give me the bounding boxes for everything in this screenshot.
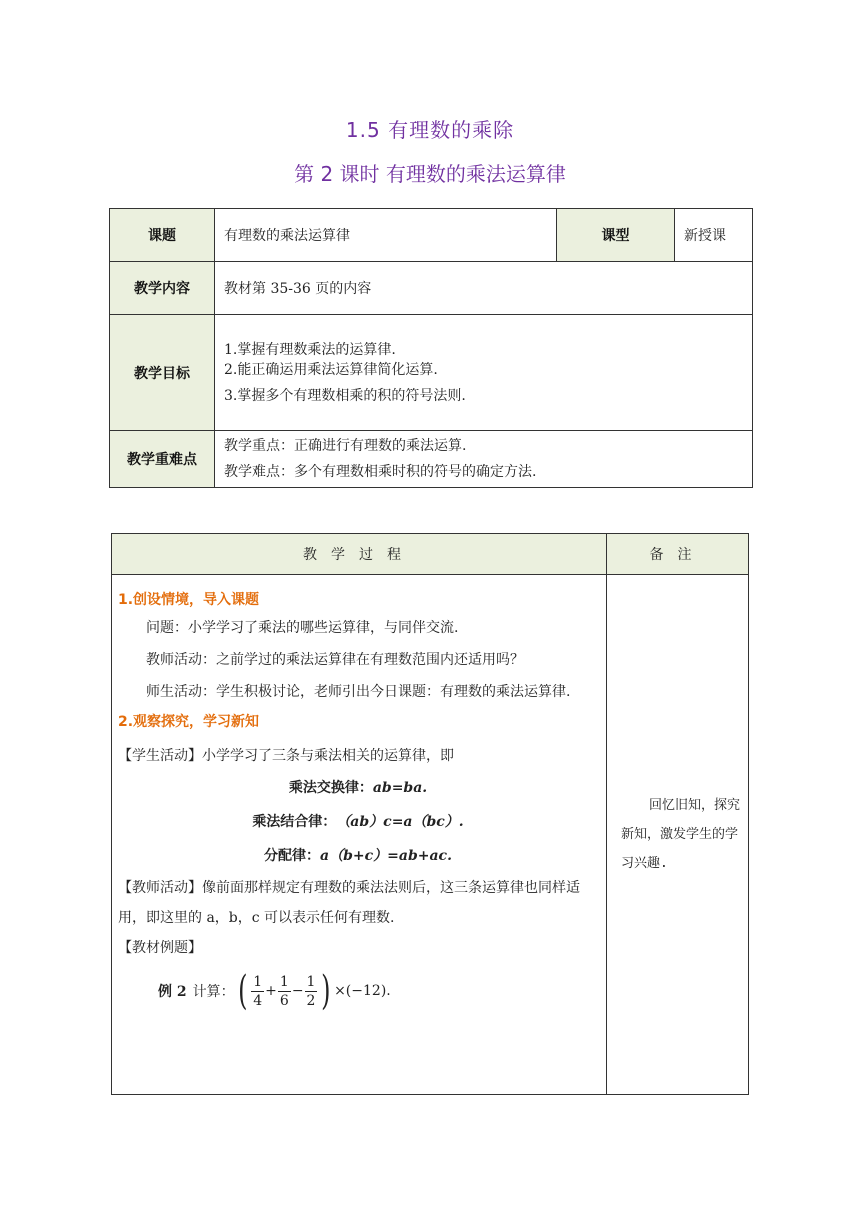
difficult-point: 教学难点：多个有理数相乘时积的符号的确定方法. [224, 464, 537, 480]
paragraph: 师生活动：学生积极讨论，老师引出今日课题：有理数的乘法运算律. [146, 684, 571, 700]
fraction: $\frac{1}{4}$ [253, 973, 263, 1009]
page-title: 1.5 有理数的乘除 [345, 118, 515, 142]
example-2 [158, 968, 598, 1014]
paragraph: 教师活动：之前学过的乘法运算律在有理数范围内还适用吗？ [146, 652, 524, 668]
process-header: 教学过程 [112, 534, 607, 575]
paragraph: 【教材例题】 [118, 940, 202, 956]
example-prefix: 计算： [192, 984, 235, 1000]
example-suffix: ×(−12). [334, 983, 391, 999]
section-title: 2.观察探究，学习新知 [118, 714, 260, 730]
type-label: 课型 [557, 209, 675, 262]
goal-item: 1.掌握有理数乘法的运算律. [224, 341, 396, 358]
process-note: 回忆旧知，探究新知，激发学生的学习兴趣. [607, 575, 749, 1095]
process-content [112, 575, 607, 1095]
page-subtitle: 第 2 课时 有理数的乘法运算律 [294, 162, 566, 186]
paragraph: 【教师活动】像前面那样规定有理数的乘法法则后，这三条运算律也同样适用，即这里的 a，b，c 可以表示任何有理数. [118, 880, 580, 926]
type-value: 新授课 [675, 209, 753, 262]
paragraph: 【学生活动】小学学习了三条与乘法相关的运算律，即 [118, 748, 454, 764]
topic-value: 有理数的乘法运算律 [215, 209, 557, 262]
law-commutative: 乘法交换律：ab=ba. [288, 780, 428, 796]
content-value: 教材第 35-36 页的内容 [215, 262, 753, 315]
plus-sign: + [265, 983, 277, 999]
difficulty-content [215, 431, 753, 488]
topic-label: 课题 [110, 209, 215, 262]
minus-sign: − [291, 983, 304, 999]
content-label: 教学内容 [110, 262, 215, 315]
fraction: $\frac{1}{6}$ [279, 973, 289, 1009]
goal-item: 3.掌握多个有理数相乘的积的符号法则. [224, 387, 466, 404]
note-header: 备注 [607, 534, 749, 575]
left-paren: ( [237, 968, 248, 1014]
fraction: $\frac{1}{2}$ [306, 973, 316, 1009]
teaching-process-table [111, 533, 749, 1095]
law-distributive: 分配律：a（b+c）=ab+ac. [264, 848, 452, 864]
example-label: 例 2 [158, 984, 187, 1000]
goals-label: 教学目标 [110, 315, 215, 431]
key-point: 教学重点：正确进行有理数的乘法运算. [224, 438, 467, 454]
law-associative: 乘法结合律：（ab）c=a（bc）. [252, 814, 464, 830]
lesson-info-table [109, 208, 753, 488]
goals-list [215, 315, 753, 431]
goal-item: 2.能正确运用乘法运算律简化运算. [224, 361, 438, 378]
paragraph: 问题：小学学习了乘法的哪些运算律，与同伴交流. [146, 620, 459, 636]
difficulty-label: 教学重难点 [110, 431, 215, 488]
right-paren: ) [321, 968, 331, 1014]
section-title: 1.创设情境，导入课题 [118, 592, 260, 608]
